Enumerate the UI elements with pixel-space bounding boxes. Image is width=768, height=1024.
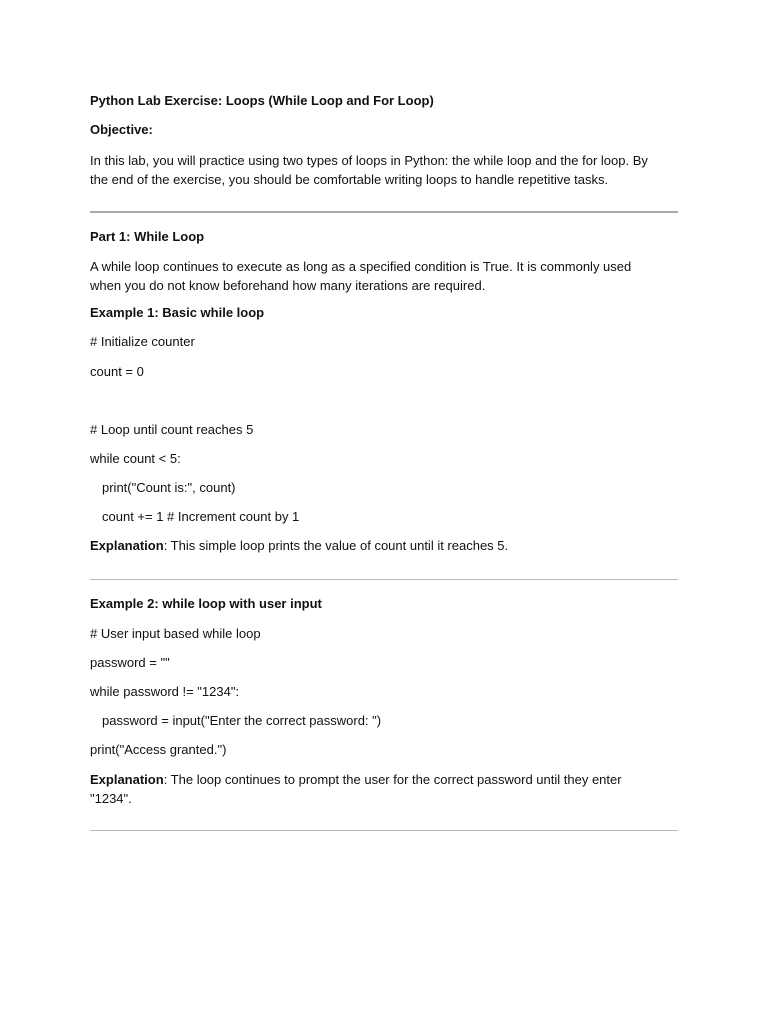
example1-heading: Example 1: Basic while loop [90, 305, 265, 320]
code-line: password = input("Enter the correct password: ") [102, 713, 382, 728]
code-line: password = "" [90, 655, 170, 670]
section-divider [90, 579, 678, 580]
explanation-text: : The loop continues to prompt the user for the correct password until they enter "1234". [90, 772, 622, 806]
code-line: while count < 5: [90, 451, 181, 466]
code-line: count = 0 [90, 364, 144, 379]
part1-intro: A while loop continues to execute as long as a specified condition is True. It is commonly used when you do not know beforehand how many iterations are required. [90, 259, 632, 293]
objective-text: In this lab, you will practice using two types of loops in Python: the while loop and the for loop. By the end of the exercise, you should be comfortable writing loops to handle repetitive tasks. [90, 153, 648, 187]
explanation-label: Explanation [90, 772, 164, 787]
code-line: # User input based while loop [90, 626, 261, 641]
code-line: print("Access granted.") [90, 742, 227, 757]
code-line: # Initialize counter [90, 334, 195, 349]
example2-heading: Example 2: while loop with user input [90, 596, 322, 611]
explanation-text: : This simple loop prints the value of count until it reaches 5. [163, 538, 509, 553]
example2-explanation [90, 770, 658, 808]
section-divider [90, 211, 678, 213]
objective-heading: Objective: [90, 122, 153, 137]
document-title: Python Lab Exercise: Loops (While Loop and For Loop) [90, 93, 434, 108]
code-line: # Loop until count reaches 5 [90, 422, 254, 437]
explanation-label: Explanation [90, 538, 164, 553]
code-line: count += 1 # Increment count by 1 [102, 509, 300, 524]
code-line: while password != "1234": [90, 684, 240, 699]
code-line: print("Count is:", count) [102, 480, 236, 495]
section-divider [90, 830, 678, 831]
part1-heading: Part 1: While Loop [90, 229, 205, 244]
example1-explanation [90, 538, 508, 553]
